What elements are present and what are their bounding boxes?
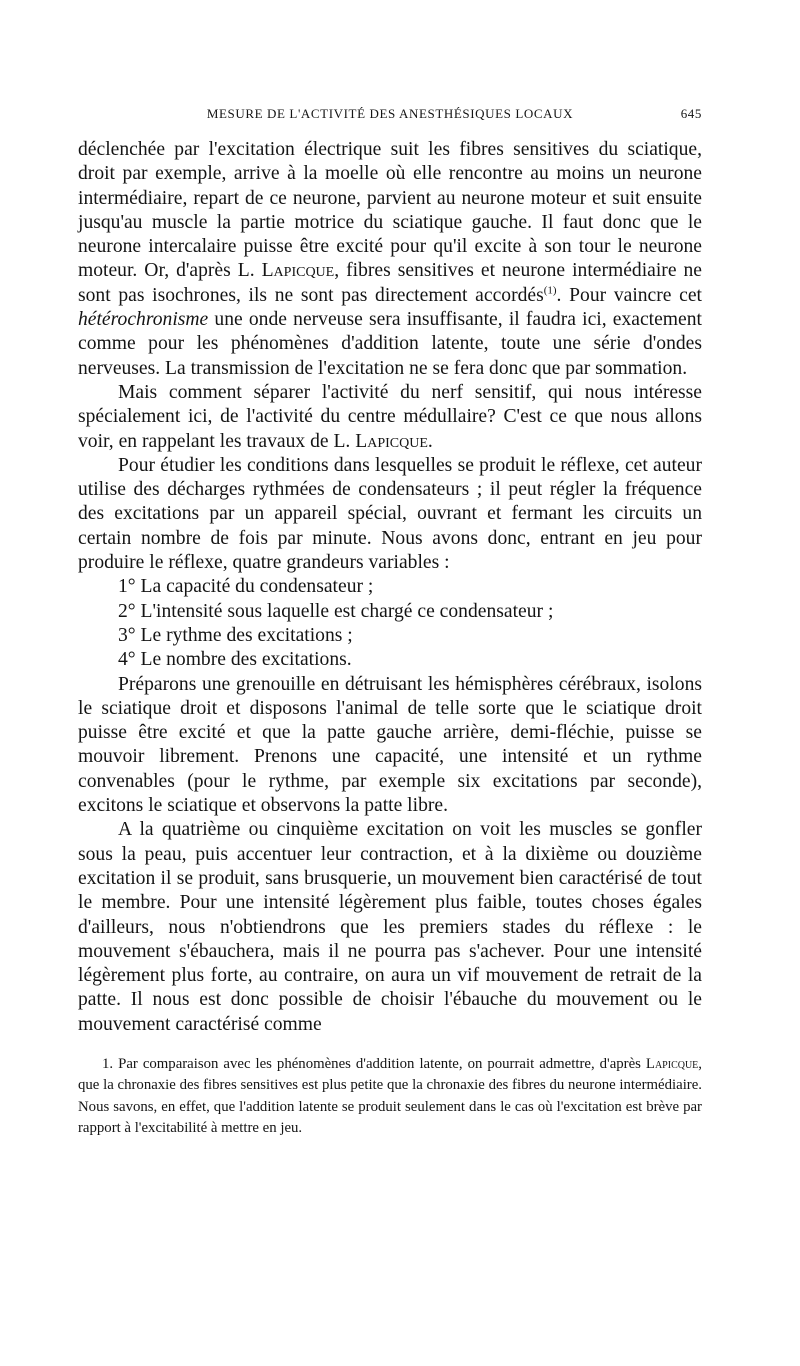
paragraph-4: Préparons une grenouille en détruisant les hémisphères cérébraux, isolons le sciatique droit et disposons l'animal de telle sorte que le sciatique droit puisse être excité et que la patte gauche arrière, demi-fléchie, puisse se mouvoir librement. Prenons une capacité, une intensité et un rythme convenables (pour le rythme, par exemple six excitations par seconde), excitons le sciatique et observons la patte libre. [78,673,702,817]
paragraph-1-text-c: . Pour vaincre cet [556,284,702,306]
paragraph-3: Pour étudier les conditions dans lesquelles se produit le réflexe, cet auteur utilise des décharges rythmées de condensateurs ; il peut régler la fréquence des excitations par un appareil spécial, ouvrant et fermant les circuits un certain nombre de fois par minute. Nous avons donc, entrant en jeu pour produire le réflexe, quatre grandeurs variables : [78,454,702,574]
running-title: MESURE DE L'ACTIVITÉ DES ANESTHÉSIQUES LOCAUX [206,106,574,121]
footnote-reference: (1) [543,284,557,297]
footnotes [78,1054,702,1140]
paragraph-5: A la quatrième ou cinquième excitation on voit les muscles se gonfler sous la peau, puis accentuer leur contraction, et à la dixième ou douzième excitation il se produit, sans brusquerie, un mouvement bien caractérisé de tout le membre. Pour une intensité légèrement plus faible, toutes choses égales d'ailleurs, nous n'obtiendrons que les premiers stades du réflexe : le mouvement s'ébauchera, mais il ne pourra pas s'achever. Pour une intensité légèrement plus forte, au contraire, on aura un vif mouvement de retrait de la patte. Il nous est donc possible de choisir l'ébauche du mouvement ou le mouvement caractérisé comme [78,819,702,1035]
paragraph-2-text-a: Mais comment séparer l'activité du nerf sensitif, qui nous intéresse spécialement ici, de l'activité du centre médullaire? C'est ce que nous allons voir, en rappelant les travaux de L. [78,381,702,452]
footnote-text-b: , que la chronaxie des fibres sensitives est plus petite que la chronaxie des fibres du neurone intermédiaire. Nous savons, en effet, que l'addition latente se produit seulement dans le cas où l'excitation est brève par rapport à l'excitabilité à mettre en jeu. [78,1055,702,1137]
paragraph-2-text-b: . [427,430,433,452]
italic-term: hétérochronisme [78,309,209,331]
list-item: 2° L'intensité sous laquelle est chargé ce condensateur ; [118,600,554,622]
footnote-text-a: Par comparaison avec les phénomènes d'addition latente, on pourrait admettre, d'après [113,1055,646,1072]
book-page [78,102,702,1140]
author-name: Lapicque [355,430,428,452]
paragraph-1-text-a: déclenchée par l'excitation électrique suit les fibres sensitives du sciatique, droit par exemple, arrive à la moelle où elle rencontre au moins un neurone intermédiaire, repart de ce neurone, parvient au neurone moteur et suit ensuite jusqu'au muscle la partie motrice du sciatique gauche. Il faut donc que le neurone intercalaire puisse être excité pour qu'il excite à son tour le neurone moteur. Or, d'après L. [78,139,702,282]
author-name: Lapicque [261,260,335,282]
list-item: 3° Le rythme des excitations ; [118,624,353,646]
list-item: 1° La capacité du condensateur ; [118,576,374,598]
paragraph-2 [78,381,702,454]
main-text [78,138,702,1037]
footnote-number: 1. [102,1055,114,1072]
paragraph-1 [78,138,702,381]
page-number: 645 [680,106,702,121]
running-header [78,102,702,128]
author-name: Lapicque [645,1055,699,1072]
paragraph-1-text-b: , fibres sensitives et neurone intermédiaire ne sont pas isochrones, ils ne sont pas directement accordés [78,260,703,306]
footnote-1 [78,1054,702,1140]
paragraph-1-text-d: une onde nerveuse sera insuffisante, il faudra ici, exactement comme pour les phénomènes d'addition latente, toute une série d'ondes nerveuses. La transmission de l'excitation ne se fera donc que par sommation. [78,309,702,379]
list-item: 4° Le nombre des excitations. [118,649,352,671]
